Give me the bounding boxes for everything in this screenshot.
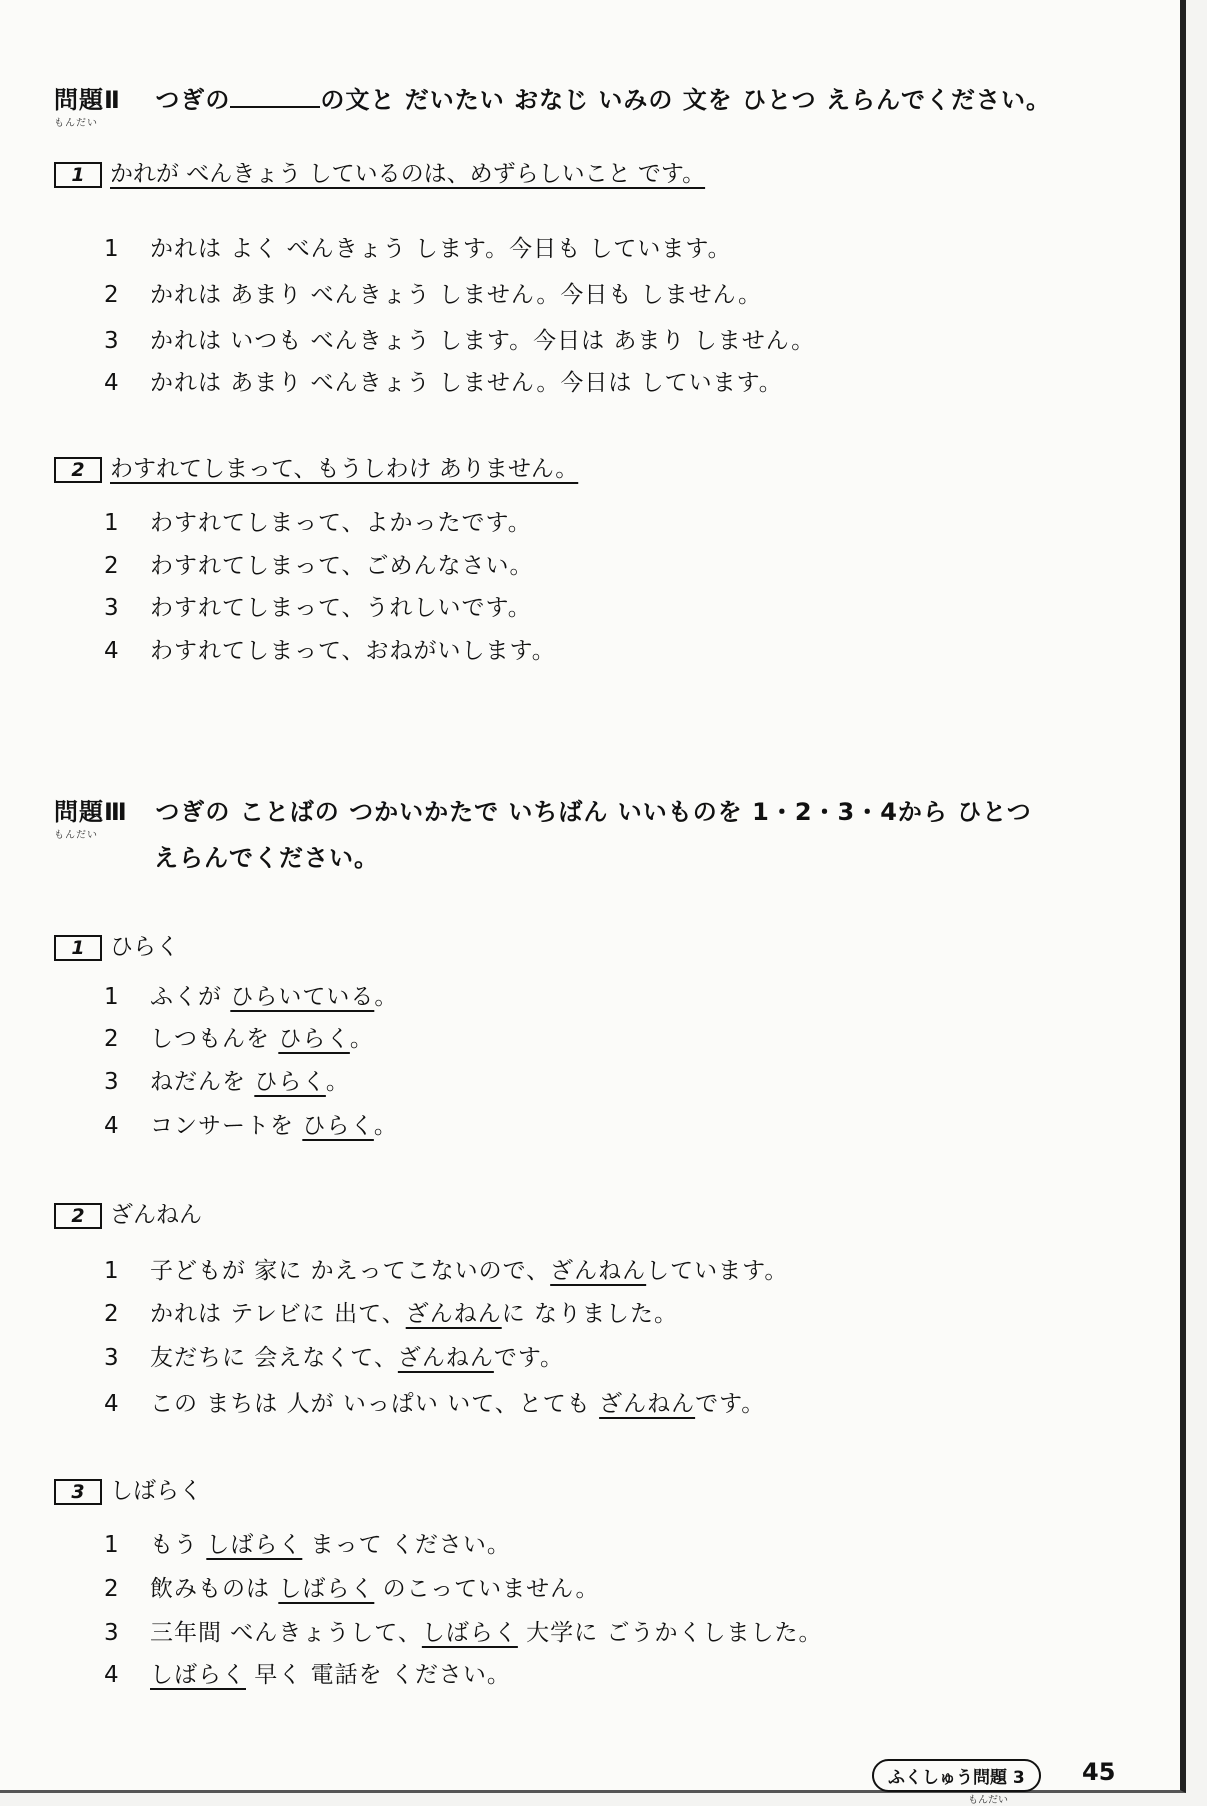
option-text: かれは いつも べんきょう します。今日は あまり しません。	[150, 328, 816, 354]
option-text: 早く 電話を ください。	[246, 1662, 511, 1688]
blank-line	[230, 84, 320, 108]
section3-instruction-1: つぎの ことばの つかいかたで いちばん いいものを 1・2・3・4から ひとつ	[155, 798, 1032, 826]
option-text: わすれてしまって、うれしいです。	[150, 595, 532, 621]
section3-tag-reading: もんだい	[54, 830, 98, 841]
section2-instruction	[155, 80, 1051, 115]
option-text: かれは よく べんきょう します。今日も しています。	[150, 236, 732, 262]
option	[104, 322, 815, 355]
option-number: 1	[104, 1258, 120, 1284]
option-number: 3	[104, 1345, 120, 1371]
option-text: かれは あまり べんきょう しません。今日も しません。	[150, 282, 763, 308]
option	[104, 1020, 374, 1053]
option-text: に なりました。	[501, 1301, 679, 1327]
option-text: 。	[349, 1026, 374, 1052]
option-target: ざんねん	[550, 1258, 647, 1284]
option-text: です。	[695, 1391, 766, 1417]
option	[104, 1614, 822, 1647]
option-number: 3	[104, 328, 120, 354]
option-number: 1	[104, 984, 120, 1010]
option-text: 三年間 べんきょうして、	[150, 1620, 422, 1646]
question-number: 1	[54, 162, 102, 188]
option-text: ねだんを	[150, 1069, 255, 1095]
option	[104, 1107, 398, 1140]
option-number: 4	[104, 638, 120, 664]
option-number: 2	[104, 1301, 120, 1327]
footer-label	[872, 1759, 1041, 1806]
option-text: ふくが	[150, 984, 231, 1010]
option	[104, 978, 398, 1011]
option-text: かれは あまり べんきょう しません。今日は しています。	[150, 370, 783, 396]
option-target: ひらく	[278, 1026, 350, 1052]
option-text: 子どもが 家に かえってこないので、	[150, 1258, 551, 1284]
option-text: コンサートを	[150, 1113, 303, 1139]
option-text: のこっていません。	[374, 1576, 600, 1602]
option-number: 2	[104, 553, 120, 579]
section2-tag-reading: もんだい	[54, 118, 98, 129]
option-target: ざんねん	[397, 1345, 494, 1371]
option-text: です。	[493, 1345, 565, 1371]
option-number: 3	[104, 1620, 120, 1646]
page-number: 45	[1082, 1758, 1116, 1786]
option-text: 。	[374, 984, 399, 1010]
option-text: わすれてしまって、ごめんなさい。	[150, 553, 534, 579]
option	[104, 1063, 350, 1096]
option	[104, 364, 783, 397]
option-number: 4	[104, 1113, 120, 1139]
option-text: 友だちに 会えなくて、	[150, 1345, 398, 1371]
option-number: 1	[104, 1532, 120, 1558]
section3-tag: 問題Ⅲ	[54, 798, 128, 826]
review-pill: ふくしゅう問題 3	[872, 1759, 1041, 1792]
option-target: ひらいている	[230, 984, 375, 1010]
option-target: しばらく	[206, 1532, 303, 1558]
option	[104, 1570, 600, 1603]
option-text: まって ください。	[302, 1532, 511, 1558]
target-word: ひらく	[110, 934, 179, 960]
option-target: しばらく	[421, 1620, 518, 1646]
option-text: もう	[150, 1532, 207, 1558]
question-number: 3	[54, 1479, 102, 1505]
option	[104, 547, 534, 580]
target-word: しばらく	[110, 1478, 202, 1504]
option	[104, 1295, 678, 1328]
option-number: 3	[104, 595, 120, 621]
option-text: しつもんを	[150, 1026, 279, 1052]
option-text: わすれてしまって、よかったです。	[150, 510, 532, 536]
section2-instruction-a: つぎの	[155, 86, 231, 114]
option-number: 2	[104, 1576, 120, 1602]
option-text: 大学に ごうかくしました。	[517, 1620, 823, 1646]
option-target: しばらく	[150, 1662, 246, 1688]
option-number: 1	[104, 236, 120, 262]
option	[104, 589, 532, 622]
option	[104, 1385, 765, 1418]
option	[104, 1526, 511, 1559]
question-number: 2	[54, 457, 102, 483]
option-text: この まちは 人が いっぱい いて、とても	[150, 1391, 600, 1417]
option-number: 1	[104, 510, 120, 536]
option-text: わすれてしまって、おねがいします。	[150, 638, 556, 664]
section3-q3-header	[54, 1472, 202, 1505]
option	[104, 1339, 564, 1372]
option-target: ひらく	[302, 1113, 374, 1139]
option-target: しばらく	[278, 1576, 375, 1602]
question-number: 2	[54, 1203, 102, 1229]
option-target: ざんねん	[405, 1301, 502, 1327]
question-text: かれが べんきょう しているのは、めずらしいこと です。	[110, 161, 706, 187]
option	[104, 632, 556, 665]
option-text: 。	[373, 1113, 398, 1139]
option-number: 4	[104, 1662, 120, 1688]
section3-q2-header	[54, 1196, 202, 1229]
section2-q1-header	[54, 155, 705, 188]
section3-q1-header	[54, 928, 179, 961]
section2-q2-header	[54, 450, 578, 483]
option-number: 3	[104, 1069, 120, 1095]
option	[104, 1656, 511, 1689]
question-number: 1	[54, 935, 102, 961]
option	[104, 504, 532, 537]
option	[104, 1252, 788, 1285]
section3-header	[54, 792, 1032, 872]
question-text: わすれてしまって、もうしわけ ありません。	[110, 456, 579, 482]
target-word: ざんねん	[110, 1202, 202, 1228]
option	[104, 230, 732, 263]
option-number: 2	[104, 282, 120, 308]
option-text: しています。	[646, 1258, 789, 1284]
option-target: ざんねん	[599, 1391, 696, 1417]
option-number: 4	[104, 370, 120, 396]
option-number: 2	[104, 1026, 120, 1052]
footer-label-reading: もんだい	[968, 1795, 1008, 1806]
section2-header	[54, 80, 1052, 129]
section2-tag: 問題Ⅱ	[54, 86, 121, 114]
option-number: 4	[104, 1391, 120, 1417]
section3-instruction-2: えらんでください。	[154, 844, 379, 872]
option-text: かれは テレビに 出て、	[150, 1301, 406, 1327]
section2-instruction-b: の文と だいたい おなじ いみの 文を ひとつ えらんでください。	[320, 86, 1052, 114]
option-text: 飲みものは	[150, 1576, 279, 1602]
option-target: ひらく	[254, 1069, 326, 1095]
option	[104, 276, 762, 309]
option-text: 。	[325, 1069, 350, 1095]
